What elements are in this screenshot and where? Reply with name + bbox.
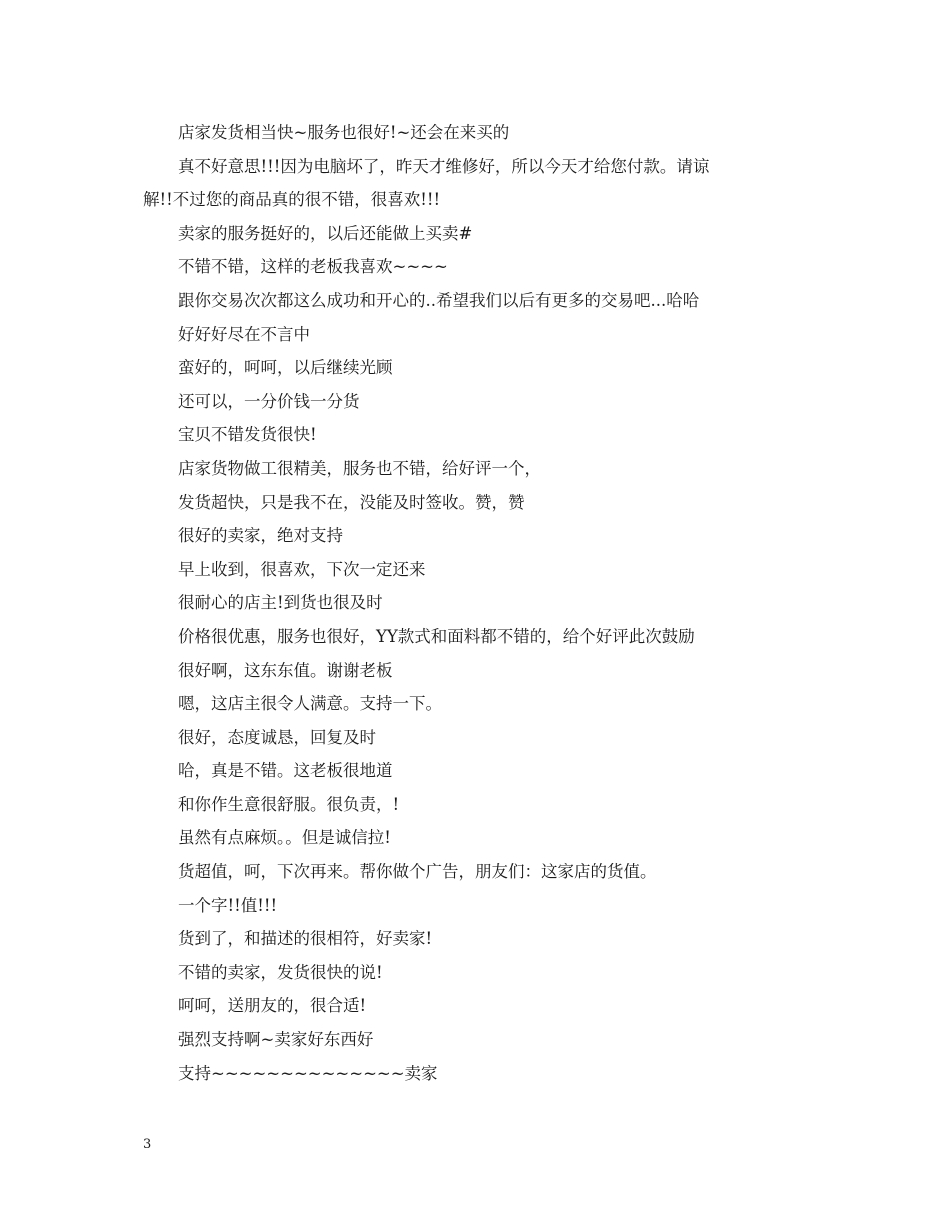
text-line: 和你作生意很舒服。很负责，! bbox=[178, 794, 400, 814]
text-line: 不错的卖家，发货很快的说! bbox=[178, 962, 383, 982]
text-line: 很耐心的店主!到货也很及时 bbox=[178, 593, 383, 613]
text-line: 好好好尽在不言中 bbox=[178, 324, 310, 344]
text-line: 一个字!!值!!! bbox=[178, 895, 278, 915]
text-line: 很好啊，这东东值。谢谢老板 bbox=[178, 660, 393, 680]
text-line: 真不好意思!!!因为电脑坏了，昨天才维修好，所以今天才给您付款。请谅 bbox=[178, 156, 710, 176]
text-line: 支持~~~~~~~~~~~~~~卖家 bbox=[178, 1063, 438, 1083]
text-line: 虽然有点麻烦。。但是诚信拉! bbox=[178, 828, 391, 848]
text-line: 卖家的服务挺好的，以后还能做上买卖# bbox=[178, 223, 473, 243]
text-line: 蛮好的，呵呵，以后继续光顾 bbox=[178, 358, 393, 378]
text-line: 店家发货相当快~服务也很好!~还会在来买的 bbox=[178, 123, 510, 142]
text-line: 货到了，和描述的很相符，好卖家! bbox=[178, 929, 433, 949]
text-line: 嗯，这店主很令人满意。支持一下。 bbox=[178, 694, 442, 714]
text-line: 还可以，一分价钱一分货 bbox=[178, 391, 360, 411]
text-line: 解!!不过您的商品真的很不错，很喜欢!!! bbox=[143, 190, 441, 210]
text-line: 不错不错，这样的老板我喜欢~~~~ bbox=[178, 257, 448, 277]
text-line: 呵呵，送朋友的，很合适! bbox=[178, 996, 367, 1016]
text-line: 发货超快，只是我不在，没能及时签收。赞，赞 bbox=[178, 492, 525, 512]
text-line: 货超值，呵，下次再来。帮你做个广告，朋友们：这家店的货值。 bbox=[178, 862, 657, 882]
text-line: 哈，真是不错。这老板很地道 bbox=[178, 761, 393, 781]
text-line: 价格很优惠，服务也很好，YY款式和面料都不错的，给个好评此次鼓励 bbox=[178, 626, 695, 646]
text-line: 店家货物做工很精美，服务也不错，给好评一个， bbox=[178, 458, 541, 478]
text-line: 很好的卖家，绝对支持 bbox=[178, 526, 343, 546]
text-line: 跟你交易次次都这么成功和开心的..希望我们以后有更多的交易吧...哈哈 bbox=[178, 290, 700, 310]
text-line: 早上收到，很喜欢，下次一定还来 bbox=[178, 559, 426, 579]
document-body bbox=[143, 116, 815, 1090]
page-number: 3 bbox=[143, 1137, 152, 1152]
text-line: 宝贝不错发货很快! bbox=[178, 425, 317, 445]
text-line: 强烈支持啊~卖家好东西好 bbox=[178, 1030, 374, 1050]
text-line: 很好，态度诚恳，回复及时 bbox=[178, 727, 376, 747]
